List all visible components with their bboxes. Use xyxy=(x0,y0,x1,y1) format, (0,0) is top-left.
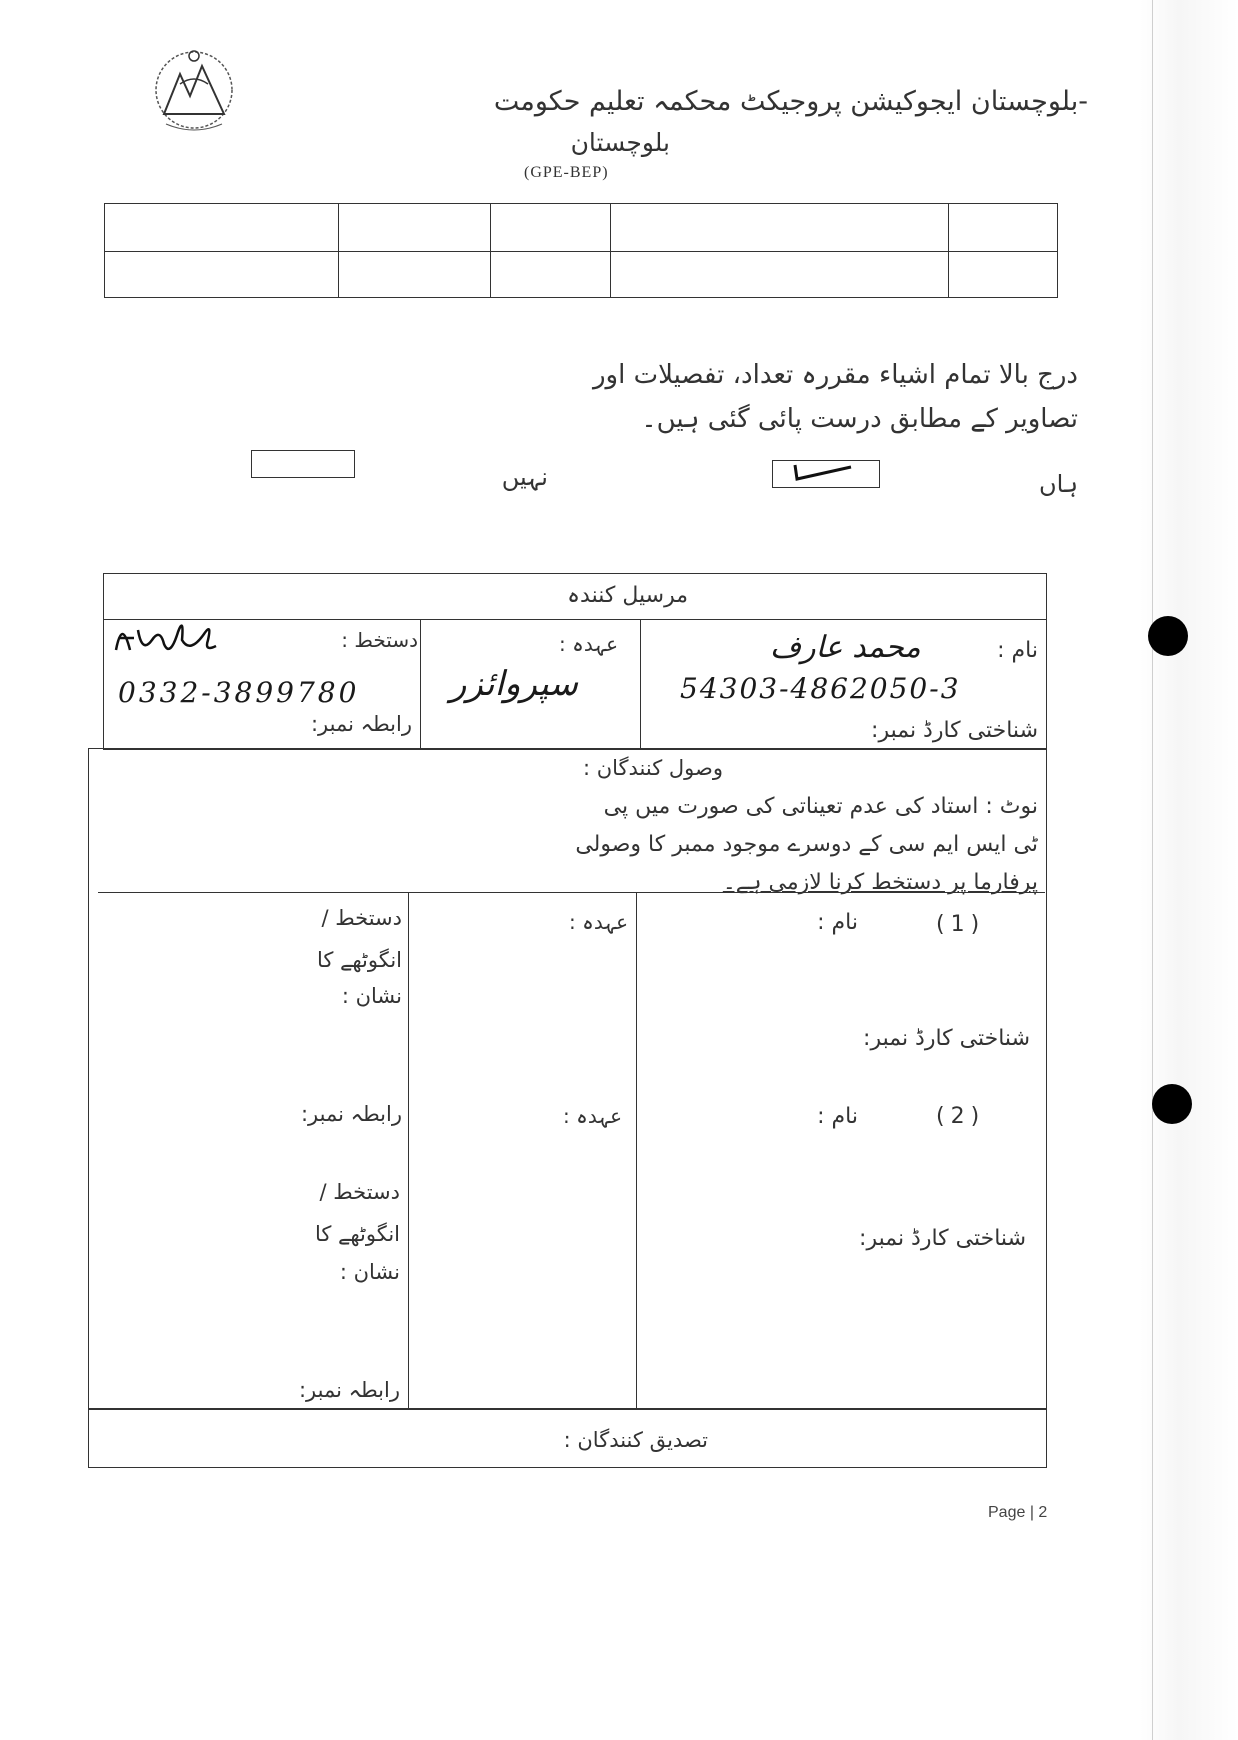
receiver-1-sig-line2: انگوٹھے کا xyxy=(316,948,402,972)
sender-designation-value: سپروائزر xyxy=(450,664,579,704)
statement-line2: تصاویر کے مطابق درست پائی گئی ہیں۔ xyxy=(641,404,1078,434)
receiver-1-sig-line3: نشان : xyxy=(341,984,402,1008)
receiver-2-name-label: نام : xyxy=(817,1104,858,1129)
sender-signature-label: دستخط : xyxy=(341,628,418,652)
items-table-col-divider xyxy=(338,203,339,297)
yes-checkbox[interactable] xyxy=(772,460,880,488)
sender-cnic-label: شناختی کارڈ نمبر: xyxy=(871,718,1038,743)
items-table-col-divider xyxy=(610,203,611,297)
receivers-note-divider xyxy=(98,892,1045,893)
receiver-1-phone-label: رابطہ نمبر: xyxy=(300,1102,402,1126)
header-code: (GPE-BEP) xyxy=(524,164,609,181)
receiver-1-cnic-label: شناختی کارڈ نمبر: xyxy=(863,1026,1030,1051)
receiver-2-cnic-label: شناختی کارڈ نمبر: xyxy=(859,1226,1026,1251)
no-label: نہیں xyxy=(501,463,548,491)
scan-border-right xyxy=(1152,0,1153,1740)
receiver-1-sig-line1: دستخط / xyxy=(321,906,402,930)
receiver-1-designation-label: عہدہ : xyxy=(569,910,628,934)
punch-hole xyxy=(1152,1084,1192,1124)
receiver-1-number: (1) xyxy=(936,912,986,937)
sender-name-label: نام : xyxy=(997,638,1038,663)
receivers-note-line1: نوٹ : استاد کی عدم تعیناتی کی صورت میں پی xyxy=(603,794,1038,819)
punch-hole xyxy=(1148,616,1188,656)
sender-col-divider xyxy=(640,619,641,749)
receiver-2-number: (2) xyxy=(936,1104,986,1129)
verifiers-title: تصدیق کنندگان : xyxy=(563,1428,708,1452)
items-table-row-divider xyxy=(104,251,1058,252)
sender-phone-label: رابطہ نمبر: xyxy=(310,712,412,736)
receiver-2-sig-line1: دستخط / xyxy=(319,1180,400,1204)
receivers-col-divider xyxy=(408,892,409,1408)
sender-signature-image xyxy=(112,610,222,660)
department-logo xyxy=(150,44,238,136)
receiver-2-phone-label: رابطہ نمبر: xyxy=(298,1378,400,1402)
header-title-line1: -بلوچستان ایجوکیشن پروجیکٹ محکمہ تعلیم حکومت xyxy=(493,86,1088,117)
yes-label: ہاں xyxy=(1039,470,1078,498)
sender-col-divider xyxy=(420,619,421,749)
receivers-title: وصول کنندگان : xyxy=(582,756,723,780)
statement-line1: درج بالا تمام اشیاء مقررہ تعداد، تفصیلات اور xyxy=(593,360,1078,390)
sender-phone-value: 0332-3899780 xyxy=(118,676,360,709)
receiver-2-sig-line2: انگوٹھے کا xyxy=(314,1222,400,1246)
receivers-col-divider xyxy=(636,892,637,1408)
sender-cnic-value: 54303-4862050-3 xyxy=(680,672,961,705)
receivers-note-line3: پرفارما پر دستخط کرنا لازمی ہے۔ xyxy=(722,870,1038,895)
scan-edge xyxy=(1140,0,1238,1740)
sender-title-divider xyxy=(103,619,1047,620)
header-title-line2: بلوچستان xyxy=(570,128,670,157)
sender-title: مرسیل کنندہ xyxy=(567,583,688,608)
sender-name-value: محمد عارف xyxy=(770,630,921,665)
receivers-note-line2: ٹی ایس ایم سی کے دوسرے موجود ممبر کا وصولی xyxy=(575,832,1038,857)
sender-designation-label: عہدہ : xyxy=(559,632,618,656)
receiver-1-name-label: نام : xyxy=(817,910,858,935)
items-table-col-divider xyxy=(490,203,491,297)
receiver-2-designation-label: عہدہ : xyxy=(563,1104,622,1128)
page-number: Page | 2 xyxy=(988,1504,1048,1521)
receiver-2-sig-line3: نشان : xyxy=(339,1260,400,1284)
items-table-col-divider xyxy=(948,203,949,297)
check-mark-icon xyxy=(773,461,879,487)
no-checkbox[interactable] xyxy=(251,450,355,478)
